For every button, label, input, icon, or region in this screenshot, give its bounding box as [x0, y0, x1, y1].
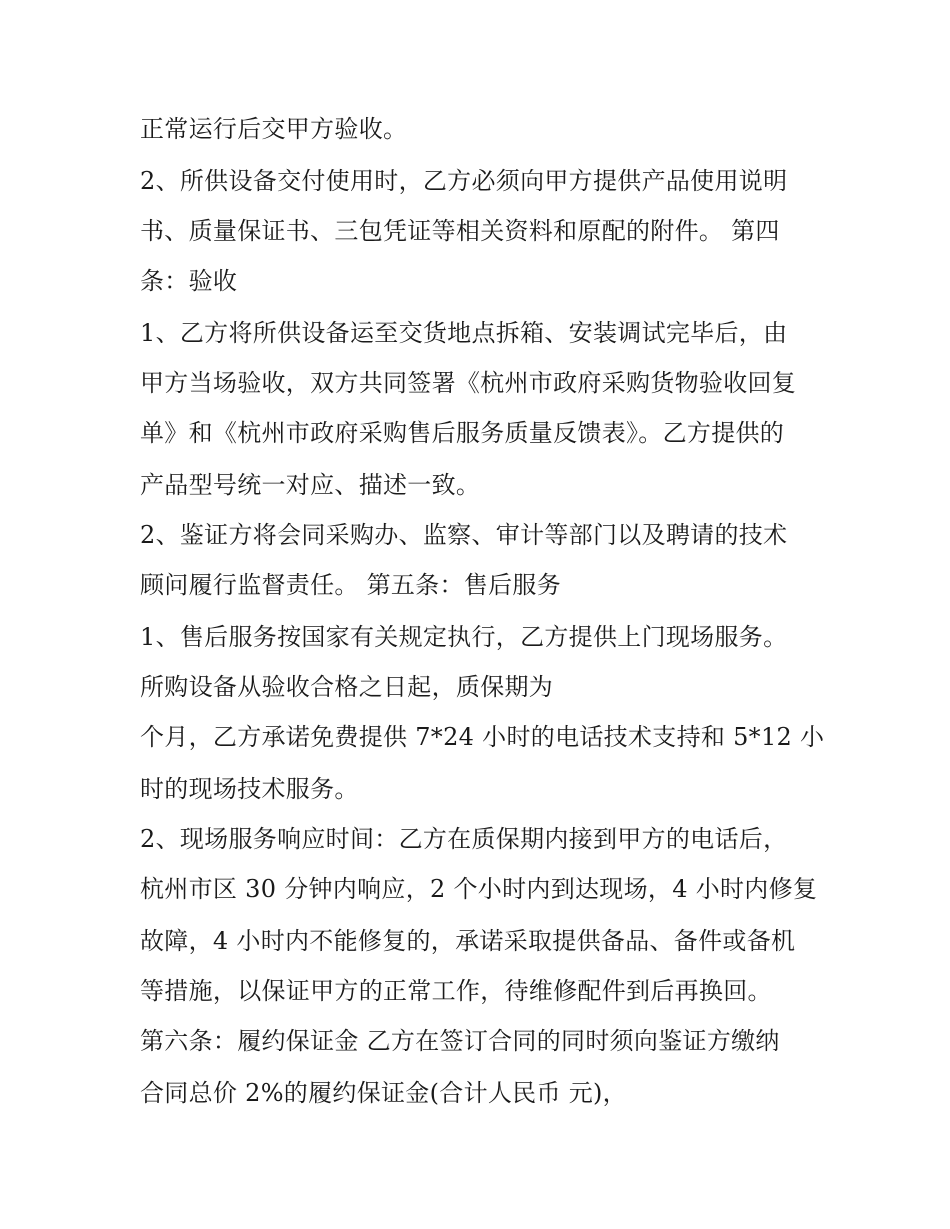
text-line-11: 1、售后服务按国家有关规定执行，乙方提供上门现场服务。: [140, 623, 788, 651]
text-line-1: 正常运行后交甲方验收。: [140, 115, 408, 143]
text-line-10: 顾问履行监督责任。 第五条：售后服务: [140, 571, 562, 599]
text-line-17: 故障，4 小时内不能修复的，承诺采取提供备品、备件或备机: [140, 927, 796, 955]
text-line-15: 2、现场服务响应时间：乙方在质保期内接到甲方的电话后，: [140, 825, 788, 853]
text-line-5: 1、乙方将所供设备运至交货地点拆箱、安装调试完毕后，由: [140, 319, 788, 347]
text-line-6: 甲方当场验收，双方共同签署《杭州市政府采购货物验收回复: [140, 369, 797, 397]
text-line-18: 等措施，以保证甲方的正常工作，待维修配件到后再换回。: [140, 977, 772, 1005]
text-line-16: 杭州市区 30 分钟内响应，2 个小时内到达现场，4 小时内修复: [140, 875, 818, 903]
text-line-20: 合同总价 2%的履约保证金(合计人民币 元)，: [140, 1079, 627, 1107]
text-line-13: 个月，乙方承诺免费提供 7*24 小时的电话技术支持和 5*12 小: [140, 723, 825, 751]
text-line-2: 2、所供设备交付使用时，乙方必须向甲方提供产品使用说明: [140, 167, 788, 195]
text-line-3: 书、质量保证书、三包凭证等相关资料和原配的附件。 第四: [140, 217, 780, 245]
text-line-9: 2、鉴证方将会同采购办、监察、审计等部门以及聘请的技术: [140, 521, 788, 549]
text-line-12: 所购设备从验收合格之日起，质保期为: [140, 673, 554, 701]
text-line-8: 产品型号统一对应、描述一致。: [140, 471, 481, 499]
text-line-7: 单》和《杭州市政府采购售后服务质量反馈表》。乙方提供的: [140, 419, 785, 447]
text-line-19: 第六条：履约保证金 乙方在签订合同的同时须向鉴证方缴纳: [140, 1027, 780, 1055]
text-line-4: 条：验收: [140, 267, 238, 295]
text-line-14: 时的现场技术服务。: [140, 775, 359, 803]
